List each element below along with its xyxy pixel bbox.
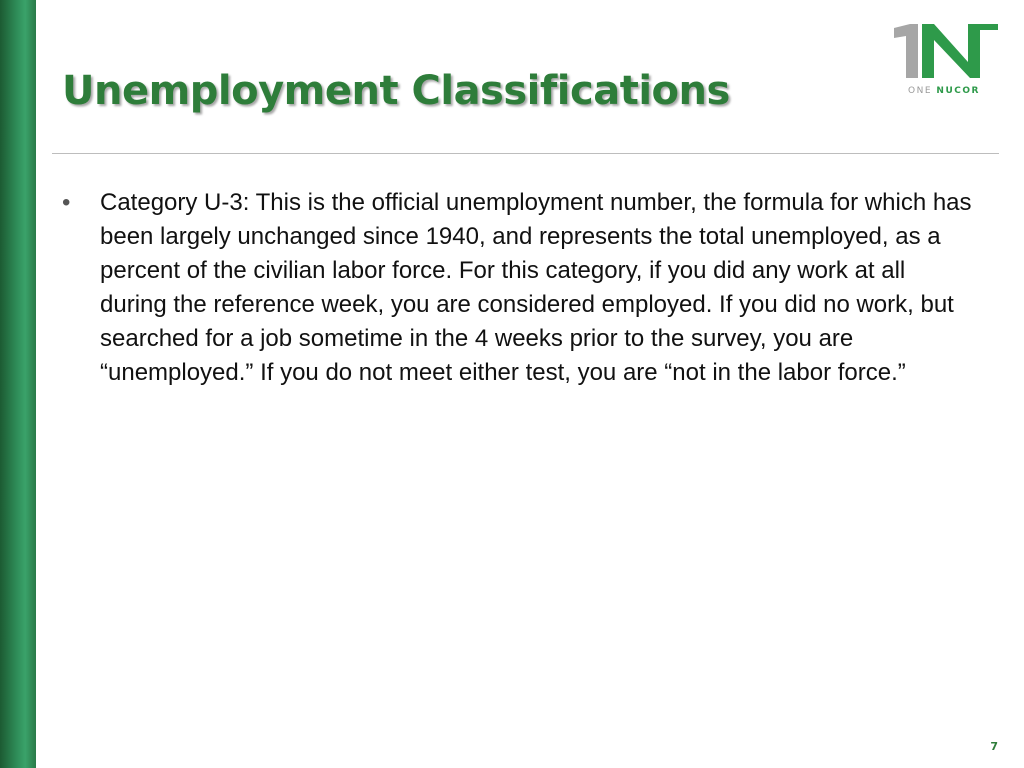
logo-wordmark: [888, 86, 1000, 96]
bullet-item: [62, 186, 972, 390]
logo-word-one: ONE: [908, 86, 933, 96]
bullet-marker: •: [62, 189, 71, 216]
bullet-text: Category U-3: This is the official unemployment number, the formula for which has been largely unchanged since 1940, and represents the total unemployed, as a percent of the civilian labor force. For this category, if you did any work at all during the reference week, you are considered employed. If you did no work, but searched for a job sometime in the 4 weeks prior to the survey, you are “unemployed.” If you do not meet either test, you are “not in the labor force.”: [100, 189, 972, 386]
title-divider: [52, 153, 999, 154]
slide-title: Unemployment Classifications: [62, 68, 730, 114]
page-number: 7: [990, 740, 998, 753]
one-nucor-logo-mark: [888, 20, 1000, 86]
left-accent-bar: [0, 0, 36, 768]
one-nucor-logo: [888, 20, 1000, 102]
logo-word-nucor: NUCOR: [936, 86, 980, 96]
slide-body: [62, 186, 972, 390]
